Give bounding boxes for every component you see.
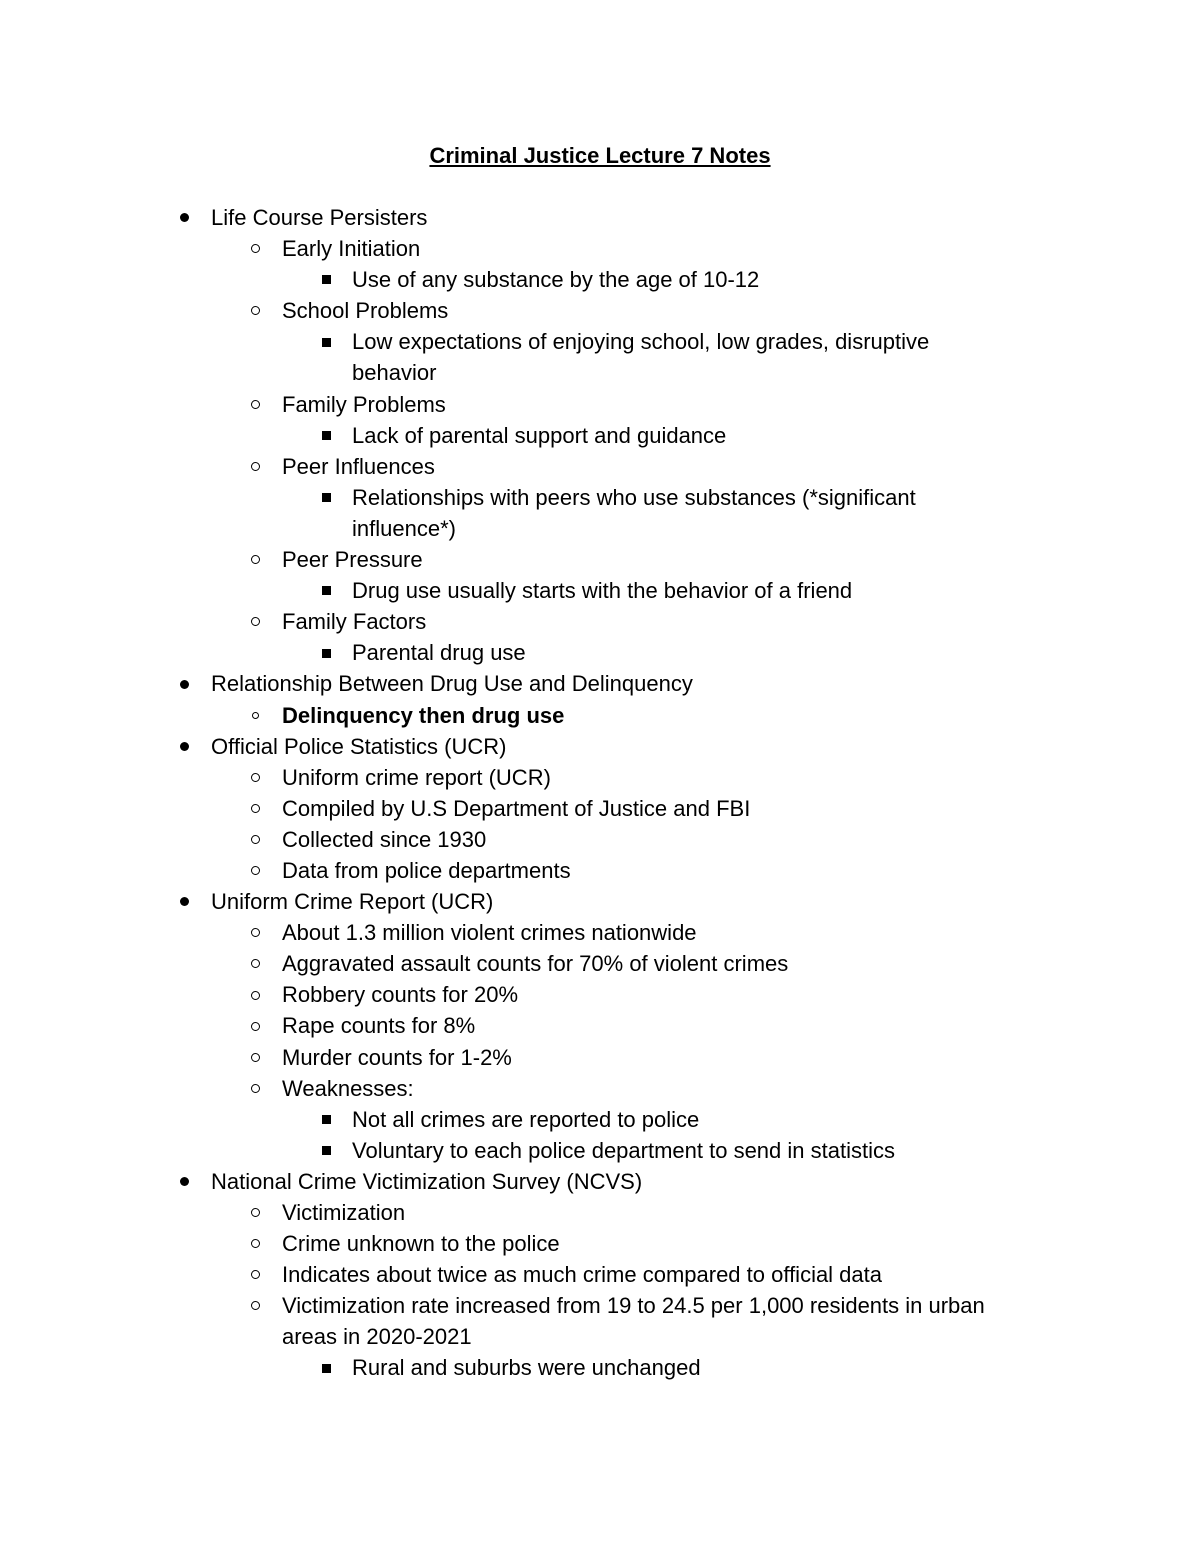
list-item [0,1259,1200,1290]
list-item-text: Delinquency then drug use [282,702,565,728]
bullet-filled-square-icon [316,326,336,357]
list-item [0,762,1200,793]
bullet-open-circle-icon [245,855,265,886]
list-item-text: National Crime Victimization Survey (NCVS) [211,1168,643,1194]
list-item [0,1104,1200,1135]
list-item-text: Relationship Between Drug Use and Delinquency [211,671,693,697]
bullet-open-circle-icon [245,451,265,482]
bullet-filled-circle-icon [174,1166,194,1197]
list-item-text: Data from police departments [282,857,571,883]
list-item [0,326,1200,357]
bullet-open-circle-icon [245,1228,265,1259]
list-item [0,637,1200,668]
list-item-text: Early Initiation [282,236,421,262]
list-item-text: areas in 2020-2021 [282,1324,472,1350]
list-item-text: Peer Influences [282,453,435,479]
bullet-open-circle-icon [245,389,265,420]
list-item-text: influence*) [352,515,456,541]
bullet-open-circle-icon [245,1010,265,1041]
bullet-open-circle-icon [245,295,265,326]
list-item [0,264,1200,295]
list-item-text: Collected since 1930 [282,826,487,852]
list-item [0,1042,1200,1073]
bullet-open-circle-icon [245,1259,265,1290]
list-item-text: Peer Pressure [282,547,423,573]
list-item [0,575,1200,606]
list-item-text: Low expectations of enjoying school, low grades, disruptive [352,329,930,355]
bullet-filled-square-icon [316,1135,336,1166]
bullet-filled-square-icon [316,575,336,606]
list-item [0,1352,1200,1383]
list-item-text: Lack of parental support and guidance [352,422,727,448]
list-item [0,606,1200,637]
list-item [0,793,1200,824]
list-item-text: Uniform Crime Report (UCR) [211,889,494,915]
list-item [0,917,1200,948]
list-item [0,1010,1200,1041]
bullet-filled-circle-icon [174,886,194,917]
list-item-text: Voluntary to each police department to send in statistics [352,1137,895,1163]
bullet-open-circle-icon [245,1042,265,1073]
list-item-text: Family Problems [282,391,446,417]
list-item-text: Rape counts for 8% [282,1013,476,1039]
list-item-text: Aggravated assault counts for 70% of violent crimes [282,951,789,977]
list-item-text: Drug use usually starts with the behavior of a friend [352,578,853,604]
list-item-text: Rural and suburbs were unchanged [352,1355,701,1381]
list-item [0,700,1200,731]
list-item [0,1228,1200,1259]
list-item-text: Uniform crime report (UCR) [282,764,551,790]
list-item [0,233,1200,264]
bullet-filled-square-icon [316,264,336,295]
bullet-open-circle-icon [245,606,265,637]
list-item [0,1197,1200,1228]
bullet-open-circle-icon [245,762,265,793]
bullet-open-circle-icon [245,700,265,731]
list-item-text: Use of any substance by the age of 10-12 [352,267,760,293]
list-item [0,482,1200,513]
bullet-filled-square-icon [316,1352,336,1383]
bullet-open-circle-icon [245,233,265,264]
list-item [0,1166,1200,1197]
list-item [0,1073,1200,1104]
list-item-text: Not all crimes are reported to police [352,1106,700,1132]
list-item [0,357,1200,388]
list-item [0,1135,1200,1166]
list-item [0,389,1200,420]
list-item [0,668,1200,699]
list-item [0,1290,1200,1321]
list-item-text: Official Police Statistics (UCR) [211,733,507,759]
list-item [0,451,1200,482]
list-item-text: Parental drug use [352,640,526,666]
list-item-text: Victimization rate increased from 19 to 24.5 per 1,000 residents in urban [282,1293,985,1319]
list-item [0,824,1200,855]
notes-list [0,202,1200,1384]
bullet-filled-square-icon [316,482,336,513]
list-item-text: Family Factors [282,609,427,635]
bullet-open-circle-icon [245,824,265,855]
list-item [0,886,1200,917]
bullet-open-circle-icon [245,1290,265,1321]
bullet-filled-square-icon [316,637,336,668]
bullet-filled-circle-icon [174,731,194,762]
list-item-text: Life Course Persisters [211,205,428,230]
bullet-filled-square-icon [316,1104,336,1135]
bullet-open-circle-icon [245,948,265,979]
list-item [0,420,1200,451]
list-item-text: behavior [352,360,437,386]
page-title: Criminal Justice Lecture 7 Notes [429,143,771,168]
bullet-open-circle-icon [245,793,265,824]
list-item [0,855,1200,886]
list-item [0,295,1200,326]
list-item [0,1321,1200,1352]
list-item [0,202,1200,233]
list-item [0,731,1200,762]
bullet-filled-circle-icon [174,668,194,699]
list-item [0,513,1200,544]
bullet-open-circle-icon [245,544,265,575]
bullet-open-circle-icon [245,1197,265,1228]
list-item-text: Weaknesses: [282,1075,414,1101]
list-item-text: Compiled by U.S Department of Justice and FBI [282,795,751,821]
list-item-text: Indicates about twice as much crime compared to official data [282,1262,883,1288]
list-item [0,979,1200,1010]
list-item-text: Victimization [282,1200,406,1225]
bullet-open-circle-icon [245,917,265,948]
bullet-filled-square-icon [316,420,336,451]
bullet-open-circle-icon [245,979,265,1010]
list-item [0,948,1200,979]
list-item-text: Robbery counts for 20% [282,982,519,1008]
list-item-text: Relationships with peers who use substances (*significant [352,484,916,510]
list-item-text: Murder counts for 1-2% [282,1044,512,1070]
list-item-text: Crime unknown to the police [282,1231,560,1257]
list-item-text: School Problems [282,298,449,324]
list-item-text: About 1.3 million violent crimes nationwide [282,920,697,946]
bullet-filled-circle-icon [174,202,194,233]
bullet-open-circle-icon [245,1073,265,1104]
list-item [0,544,1200,575]
